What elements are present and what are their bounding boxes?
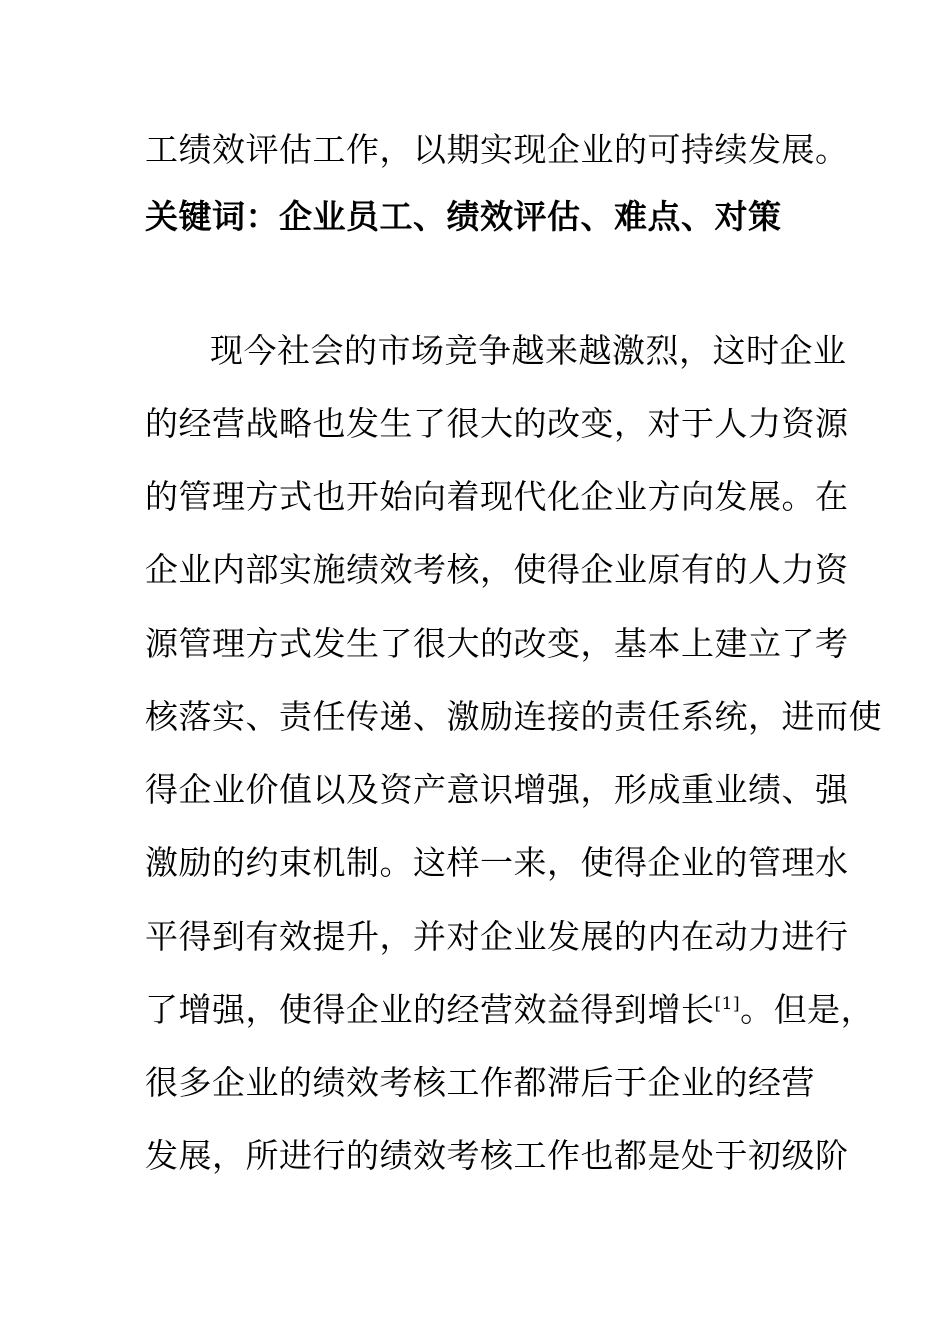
paragraph-line: 平得到有效提升，并对企业发展的内在动力进行 [145,917,849,956]
paragraph-line: 激励的约束机制。这样一来，使得企业的管理水 [145,843,849,882]
paragraph-line: 发展，所进行的绩效考核工作也都是处于初级阶 [145,1136,849,1175]
paragraph-line: 的管理方式也开始向着现代化企业方向发展。在 [145,477,849,516]
paragraph-line: 源管理方式发生了很大的改变，基本上建立了考 [145,624,849,663]
citation-marker: [1] [714,994,741,1014]
paragraph-text: 。但是， [740,990,875,1029]
abstract-tail-line: 工绩效评估工作，以期实现企业的可持续发展。 [145,130,849,169]
paragraph-text: 了增强，使得企业的经营效益得到增长 [145,990,715,1029]
keywords-line: 关键词：企业员工、绩效评估、难点、对策 [145,197,782,236]
paragraph-line: 很多企业的绩效考核工作都滞后于企业的经营 [145,1063,815,1102]
paragraph-line-with-citation [145,990,875,1030]
paragraph-line: 核落实、责任传递、激励连接的责任系统，进而使 [145,697,882,736]
paragraph-line: 的经营战略也发生了很大的改变，对于人力资源 [145,404,849,443]
paragraph-line: 得企业价值以及资产意识增强，形成重业绩、强 [145,770,849,809]
paragraph-line: 企业内部实施绩效考核，使得企业原有的人力资 [145,550,849,589]
paragraph-line: 现今社会的市场竞争越来越激烈，这时企业 [210,331,847,370]
